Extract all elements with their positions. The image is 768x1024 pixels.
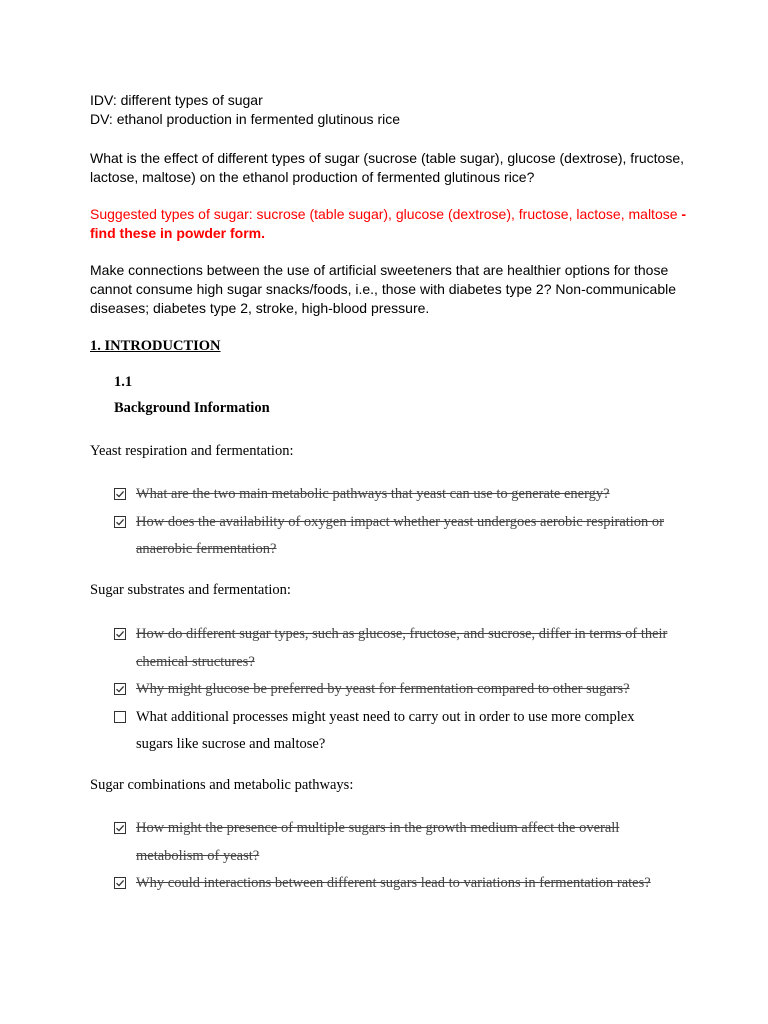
checklist-item-text: How does the availability of oxygen impact whether yeast undergoes aerobic respiration or anaerobic fermentation? bbox=[136, 513, 665, 557]
checklist-item-text: How might the presence of multiple sugars in the growth medium affect the overall metabolism of yeast? bbox=[136, 820, 620, 864]
group-heading: Yeast respiration and fermentation: bbox=[90, 443, 294, 459]
suggestion-text: Suggested types of sugar: sucrose (table sugar), glucose (dextrose), fructose, lactose, maltose bbox=[90, 206, 678, 222]
research-question: What is the effect of different types of sugar (sucrose (table sugar), glucose (dextrose), fructose, lactose, maltose) on the ethanol production of fermented glutinous rice? bbox=[90, 150, 684, 185]
section-title: 1. INTRODUCTION bbox=[90, 338, 221, 354]
idv-line: IDV: different types of sugar bbox=[90, 92, 263, 108]
checklist bbox=[114, 621, 674, 759]
sugar-suggestion bbox=[90, 205, 690, 243]
group-heading: Sugar substrates and fermentation: bbox=[90, 582, 291, 598]
checked-box-icon[interactable] bbox=[114, 822, 126, 834]
checklist bbox=[114, 815, 674, 898]
subsection-title: Background Information bbox=[114, 400, 270, 416]
checklist bbox=[114, 481, 674, 564]
checked-box-icon[interactable] bbox=[114, 877, 126, 889]
checklist-item-text: How do different sugar types, such as glucose, fructose, and sucrose, differ in terms of their chemical structures? bbox=[136, 626, 668, 670]
checklist-item[interactable] bbox=[114, 676, 674, 704]
checked-box-icon[interactable] bbox=[114, 628, 126, 640]
checklist-item[interactable] bbox=[114, 621, 674, 676]
dv-line: DV: ethanol production in fermented glutinous rice bbox=[90, 111, 400, 127]
checklist-item-text: What additional processes might yeast need to carry out in order to use more complex sugars like sucrose and maltose? bbox=[136, 708, 635, 752]
checklist-item[interactable] bbox=[114, 481, 674, 509]
checklist-item-text: What are the two main metabolic pathways that yeast can use to generate energy? bbox=[136, 486, 610, 502]
connections-paragraph: Make connections between the use of artificial sweeteners that are healthier options for those cannot consume high sugar snacks/foods, i.e., those with diabetes type 2? Non-communicable diseases; diabetes type 2, stroke, high-blood pressure. bbox=[90, 262, 676, 316]
unchecked-box-icon[interactable] bbox=[114, 711, 126, 723]
checklist-item[interactable] bbox=[114, 704, 674, 759]
checklist-item[interactable] bbox=[114, 870, 674, 898]
suggestion-emphasis: - find these in powder form. bbox=[90, 206, 687, 241]
subsection-number: 1.1 bbox=[114, 374, 133, 390]
checked-box-icon[interactable] bbox=[114, 683, 126, 695]
checklist-item[interactable] bbox=[114, 815, 674, 870]
checked-box-icon[interactable] bbox=[114, 516, 126, 528]
checklist-item-text: Why might glucose be preferred by yeast for fermentation compared to other sugars? bbox=[136, 681, 630, 697]
checked-box-icon[interactable] bbox=[114, 488, 126, 500]
checklist-item-text: Why could interactions between different sugars lead to variations in fermentation rates? bbox=[136, 875, 651, 891]
checklist-item[interactable] bbox=[114, 509, 674, 564]
group-heading: Sugar combinations and metabolic pathways: bbox=[90, 777, 354, 793]
variables-block bbox=[90, 91, 690, 129]
